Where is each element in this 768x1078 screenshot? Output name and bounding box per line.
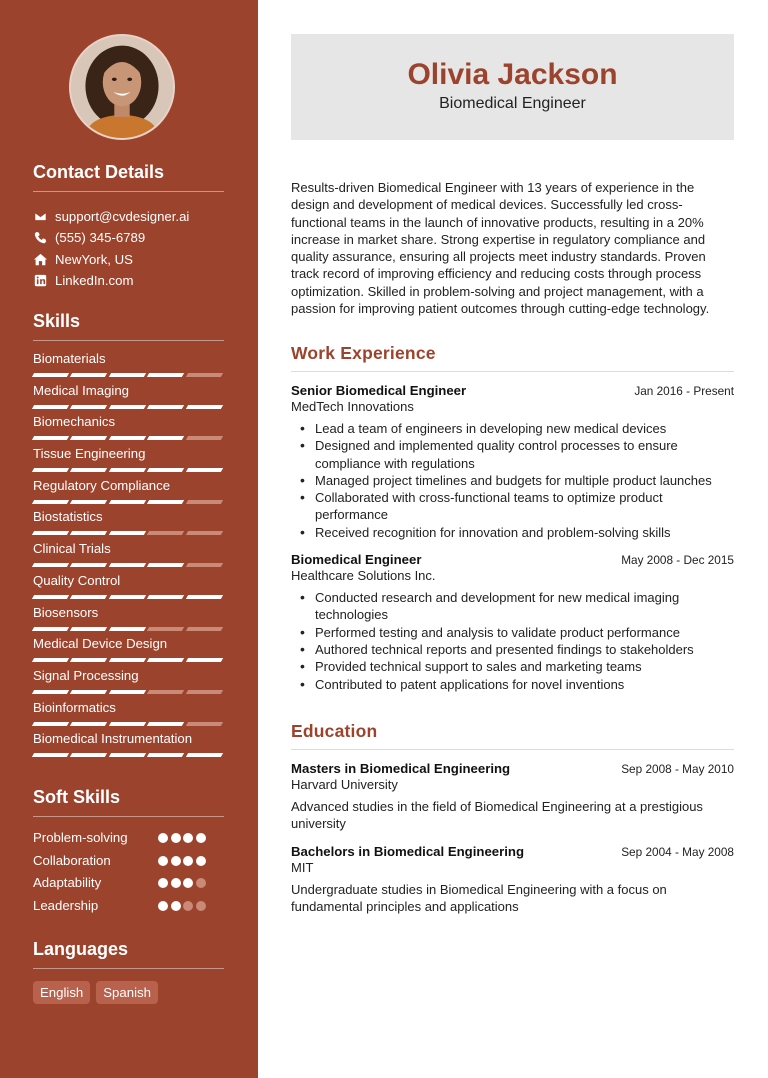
languages-heading: Languages <box>33 939 224 969</box>
soft-skills-section <box>33 787 224 917</box>
language-tag: English <box>33 981 90 1004</box>
skill-item <box>33 665 224 697</box>
soft-skill-item <box>33 872 224 895</box>
soft-skill-dot <box>183 856 193 866</box>
home-icon <box>33 252 47 266</box>
job-bullet: • Managed project timelines and budgets for multiple product launches <box>297 472 734 489</box>
skill-level-segment <box>109 658 147 662</box>
job-bullet: • Received recognition for innovation and problem-solving skills <box>297 524 734 541</box>
job-company: Healthcare Solutions Inc. <box>291 568 436 584</box>
education-header <box>291 844 734 859</box>
soft-skill-dot <box>196 856 206 866</box>
soft-skill-dot <box>183 833 193 843</box>
soft-skills-heading: Soft Skills <box>33 787 224 817</box>
skill-label: Clinical Trials <box>33 541 111 557</box>
skill-level-segment <box>32 627 70 631</box>
skill-label: Bioinformatics <box>33 699 116 715</box>
soft-skill-dot <box>158 878 168 888</box>
job-bullet: • Collaborated with cross-functional teams to optimize product performance <box>297 489 734 524</box>
skill-level-segment <box>185 658 223 662</box>
skill-level-segment <box>109 531 147 535</box>
education-dates: Sep 2004 - May 2008 <box>621 844 734 859</box>
job-dates: May 2008 - Dec 2015 <box>621 553 734 568</box>
envelope-icon <box>33 210 47 224</box>
soft-skill-label: Adaptability <box>33 875 102 891</box>
contact-email[interactable] <box>33 206 224 227</box>
soft-skill-item <box>33 850 224 873</box>
skill-label: Biosensors <box>33 604 99 620</box>
skill-level-segment <box>109 373 147 377</box>
education-header <box>291 761 734 776</box>
soft-skill-level-dots <box>158 878 206 888</box>
skill-level-bar <box>33 563 224 567</box>
skills-list <box>33 348 224 760</box>
contact-email-text: support@cvdesigner.ai <box>55 209 190 225</box>
education-list <box>291 761 734 915</box>
school: Harvard University <box>291 777 398 792</box>
soft-skill-label: Leadership <box>33 897 99 913</box>
experience-heading: Work Experience <box>291 343 734 372</box>
skill-level-bar <box>33 658 224 662</box>
contact-heading: Contact Details <box>33 162 224 192</box>
skill-item <box>33 348 224 380</box>
name-header <box>291 34 734 140</box>
skill-level-segment <box>185 627 223 631</box>
summary: Results-driven Biomedical Engineer with 13 years of experience in the design and development of medical devices. Successfully led cross-functional teams in the launch of innovative products, resulting in a 20% increase in market share. Strong expertise in regulatory compliance and quality assurance, ensuring all projects meet industry standards. Proven track record of improving efficiency and reducing costs through process optimization. Skilled in problem-solving and project management, with a passion for improving patient outcomes through cutting-edge technology. <box>291 180 710 317</box>
skill-level-segment <box>32 436 70 440</box>
skill-level-segment <box>147 563 185 567</box>
skill-item <box>33 633 224 665</box>
contact-linkedin[interactable] <box>33 270 224 291</box>
skill-level-segment <box>32 690 70 694</box>
profile-photo <box>71 36 173 138</box>
soft-skill-dot <box>171 878 181 888</box>
skill-item <box>33 506 224 538</box>
skill-level-bar <box>33 405 224 409</box>
candidate-name: Olivia Jackson <box>407 58 618 91</box>
skill-level-segment <box>109 595 147 599</box>
skill-level-segment <box>32 373 70 377</box>
soft-skills-list <box>33 827 224 917</box>
soft-skill-dot <box>183 878 193 888</box>
jobs-list <box>291 383 734 693</box>
skill-level-segment <box>185 531 223 535</box>
skill-label: Signal Processing <box>33 667 139 683</box>
education-entry <box>291 761 734 833</box>
soft-skill-dot <box>171 833 181 843</box>
skill-level-segment <box>109 690 147 694</box>
education-dates: Sep 2008 - May 2010 <box>621 762 734 776</box>
contact-list <box>33 206 224 291</box>
skill-label: Biostatistics <box>33 509 103 525</box>
linkedin-icon <box>33 274 47 288</box>
education-description: Undergraduate studies in Biomedical Engineering with a focus on fundamental principles and applications <box>291 881 667 914</box>
education-section <box>291 721 734 915</box>
job-bullets <box>291 420 734 541</box>
skill-level-segment <box>147 373 185 377</box>
soft-skill-dot <box>171 901 181 911</box>
soft-skill-dot <box>158 901 168 911</box>
skill-level-segment <box>70 690 108 694</box>
skill-level-segment <box>147 627 185 631</box>
job-title: Biomedical Engineer <box>291 552 422 568</box>
skill-level-segment <box>70 627 108 631</box>
skill-label: Biomaterials <box>33 351 106 366</box>
skill-level-segment <box>109 500 147 504</box>
skill-level-segment <box>70 500 108 504</box>
skill-level-segment <box>185 405 223 409</box>
candidate-role: Biomedical Engineer <box>439 95 586 112</box>
job-dates: Jan 2016 - Present <box>634 384 734 398</box>
soft-skill-dot <box>196 878 206 888</box>
job-bullet: • Designed and implemented quality control processes to ensure compliance with regulations <box>297 437 734 472</box>
soft-skill-dot <box>171 856 181 866</box>
skill-label: Quality Control <box>33 572 121 588</box>
skill-level-bar <box>33 373 224 377</box>
skill-level-segment <box>32 531 70 535</box>
skill-level-segment <box>32 658 70 662</box>
contact-location <box>33 249 224 270</box>
avatar <box>69 34 175 140</box>
skill-level-segment <box>70 436 108 440</box>
school: MIT <box>291 859 314 875</box>
skills-heading: Skills <box>33 311 224 341</box>
skill-item <box>33 380 224 412</box>
skill-level-segment <box>147 436 185 440</box>
skill-level-bar <box>33 690 224 694</box>
job-bullet: • Performed testing and analysis to validate product performance <box>297 624 734 641</box>
skill-level-bar <box>33 753 224 757</box>
job-header <box>291 383 734 398</box>
skill-item <box>33 475 224 507</box>
skill-level-bar <box>33 500 224 504</box>
skill-level-segment <box>32 753 70 757</box>
soft-skill-label: Collaboration <box>33 852 111 868</box>
skill-level-segment <box>109 468 147 472</box>
skill-label: Biomechanics <box>33 414 116 430</box>
skill-level-segment <box>70 405 108 409</box>
job-bullets <box>291 589 734 693</box>
job-bullet: • Lead a team of engineers in developing new medical devices <box>297 420 734 437</box>
skill-level-segment <box>147 531 185 535</box>
skill-level-segment <box>147 595 185 599</box>
skill-level-bar <box>33 468 224 472</box>
job-bullet: • Authored technical reports and presented findings to stakeholders <box>297 641 734 658</box>
skills-section <box>33 311 224 760</box>
skill-item <box>33 728 224 760</box>
job-bullet: • Conducted research and development for new medical imaging technologies <box>297 589 734 624</box>
job-bullet: • Contributed to patent applications for novel inventions <box>297 676 734 693</box>
skill-level-segment <box>32 595 70 599</box>
contact-location-text: NewYork, US <box>55 251 133 267</box>
soft-skill-label: Problem-solving <box>33 830 128 845</box>
skill-level-segment <box>109 753 147 757</box>
job-header <box>291 552 734 567</box>
skill-level-segment <box>70 753 108 757</box>
skill-level-bar <box>33 531 224 535</box>
soft-skill-dot <box>183 901 193 911</box>
skill-level-segment <box>109 436 147 440</box>
skill-level-bar <box>33 722 224 726</box>
skill-label: Medical Device Design <box>33 636 168 652</box>
skill-level-segment <box>185 722 223 726</box>
skill-item <box>33 570 224 602</box>
degree: Bachelors in Biomedical Engineering <box>291 843 525 859</box>
skill-level-segment <box>185 500 223 504</box>
soft-skill-dot <box>158 856 168 866</box>
skill-label: Medical Imaging <box>33 382 130 398</box>
soft-skill-level-dots <box>158 856 206 866</box>
skill-level-segment <box>185 373 223 377</box>
skill-level-segment <box>70 468 108 472</box>
skill-level-segment <box>70 373 108 377</box>
skill-level-segment <box>109 405 147 409</box>
skill-item <box>33 697 224 729</box>
job-bullet: • Provided technical support to sales and marketing teams <box>297 658 734 675</box>
education-heading: Education <box>291 721 734 750</box>
soft-skill-item <box>33 895 224 918</box>
soft-skill-dot <box>196 833 206 843</box>
experience-section <box>291 343 734 693</box>
contact-section <box>33 162 224 291</box>
job-title: Senior Biomedical Engineer <box>291 383 467 398</box>
skill-level-segment <box>70 595 108 599</box>
skill-level-segment <box>109 563 147 567</box>
contact-phone[interactable] <box>33 227 224 248</box>
contact-phone-text: (555) 345-6789 <box>55 230 146 246</box>
skill-level-bar <box>33 627 224 631</box>
skill-level-segment <box>70 722 108 726</box>
skill-level-bar <box>33 595 224 599</box>
job-entry <box>291 552 734 693</box>
skill-label: Regulatory Compliance <box>33 477 171 493</box>
skill-item <box>33 443 224 475</box>
skill-level-segment <box>147 468 185 472</box>
job-company: MedTech Innovations <box>291 399 414 414</box>
languages-section <box>33 939 224 1004</box>
soft-skill-level-dots <box>158 901 206 911</box>
skill-item <box>33 602 224 634</box>
skill-level-segment <box>185 563 223 567</box>
skill-level-segment <box>32 405 70 409</box>
skill-level-segment <box>147 500 185 504</box>
skill-level-segment <box>185 595 223 599</box>
skill-level-segment <box>185 753 223 757</box>
education-description: Advanced studies in the field of Biomedical Engineering at a prestigious university <box>291 799 703 832</box>
soft-skill-dot <box>196 901 206 911</box>
skill-level-segment <box>70 563 108 567</box>
skill-level-segment <box>147 658 185 662</box>
skill-level-segment <box>70 531 108 535</box>
skill-level-segment <box>70 658 108 662</box>
skill-level-segment <box>32 722 70 726</box>
skill-level-segment <box>147 690 185 694</box>
soft-skill-item <box>33 827 224 850</box>
language-tag: Spanish <box>96 981 158 1004</box>
languages-list <box>33 981 224 1004</box>
skill-level-segment <box>147 722 185 726</box>
skill-level-segment <box>147 405 185 409</box>
skill-level-segment <box>185 690 223 694</box>
skill-level-segment <box>109 627 147 631</box>
soft-skill-dot <box>158 833 168 843</box>
soft-skill-level-dots <box>158 833 206 843</box>
skill-level-segment <box>185 468 223 472</box>
skill-level-segment <box>32 468 70 472</box>
degree: Masters in Biomedical Engineering <box>291 761 511 776</box>
education-entry <box>291 844 734 916</box>
skill-level-bar <box>33 436 224 440</box>
job-entry <box>291 383 734 541</box>
skill-level-segment <box>32 563 70 567</box>
sidebar <box>0 0 258 1078</box>
skill-item <box>33 538 224 570</box>
skill-level-segment <box>185 436 223 440</box>
skill-level-segment <box>147 753 185 757</box>
skill-level-segment <box>32 500 70 504</box>
phone-icon <box>33 231 47 245</box>
contact-linkedin-text: LinkedIn.com <box>55 273 134 289</box>
skill-level-segment <box>109 722 147 726</box>
skill-label: Biomedical Instrumentation <box>33 731 193 747</box>
skill-item <box>33 411 224 443</box>
skill-label: Tissue Engineering <box>33 446 146 462</box>
